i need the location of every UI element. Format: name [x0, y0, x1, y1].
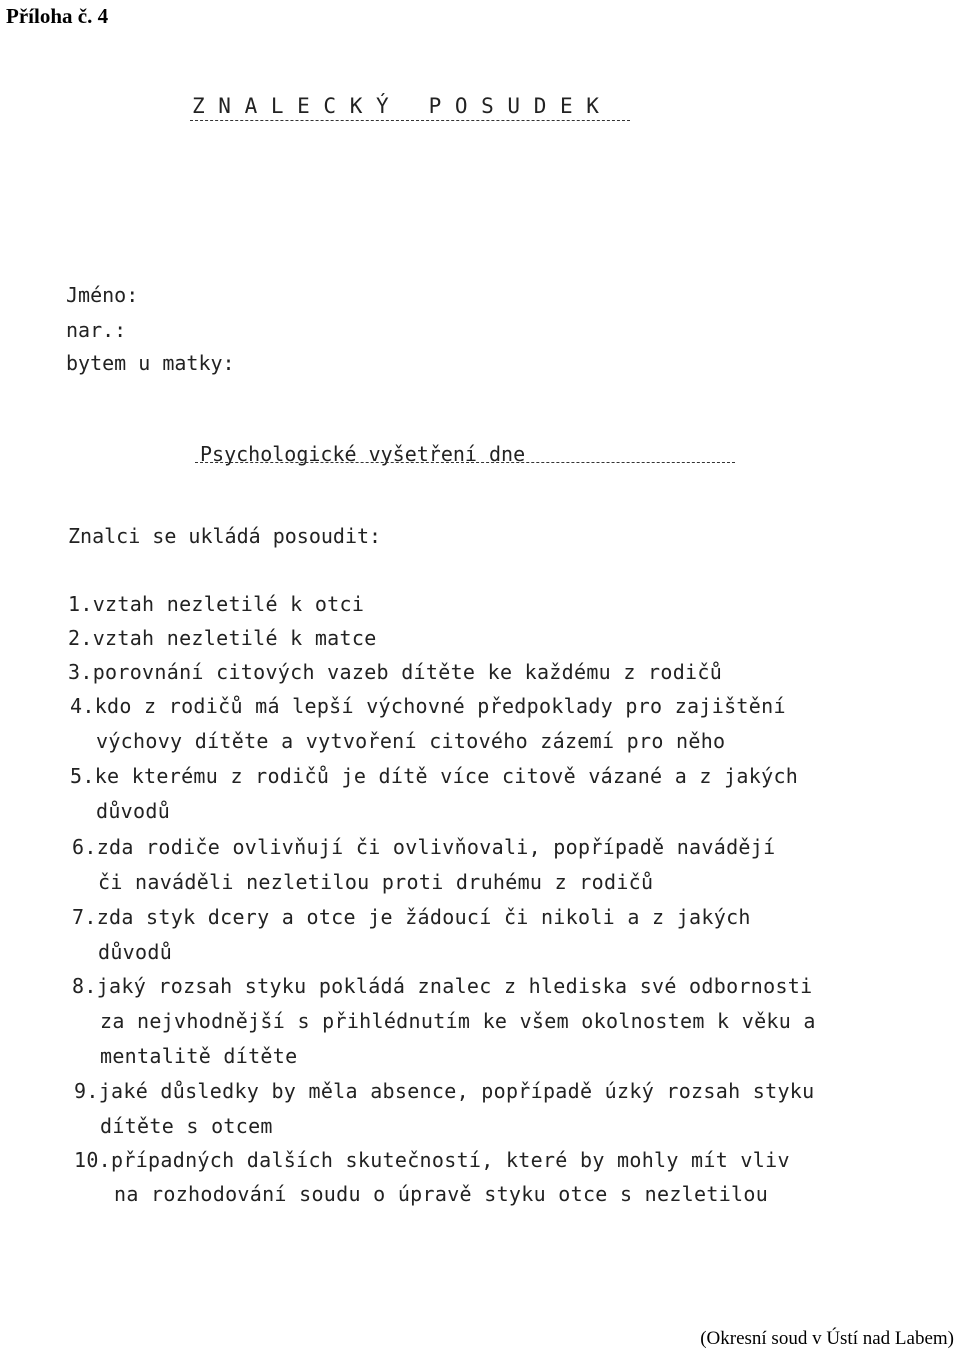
title-underline — [190, 120, 630, 121]
tasks-intro: Znalci se ukládá posoudit: — [68, 524, 382, 548]
list-item — [68, 592, 364, 616]
item-continuation: důvodů — [98, 940, 173, 964]
item-text: porovnání citových vazeb dítěte ke každému z rodičů — [92, 660, 723, 684]
item-text: případných dalších skutečností, které by mohly mít vliv — [111, 1148, 790, 1172]
item-continuation: na rozhodování soudu o úpravě styku otce s nezletilou — [114, 1182, 769, 1206]
item-text: kdo z rodičů má lepší výchovné předpoklady pro zajištění — [94, 694, 786, 718]
item-text: zda styk dcery a otce je žádoucí či nikoli a z jakých — [96, 905, 751, 929]
list-item — [68, 660, 722, 684]
item-number: 3. — [68, 660, 93, 684]
list-item — [72, 835, 775, 859]
name-field-label: Jméno: — [66, 283, 139, 307]
item-number: 1. — [68, 592, 93, 616]
item-continuation: mentalitě dítěte — [100, 1044, 298, 1068]
item-number: 2. — [68, 626, 93, 650]
item-number: 6. — [72, 835, 97, 859]
item-text: jaký rozsah styku pokládá znalec z hlediska své odbornosti — [96, 974, 813, 998]
item-continuation: výchovy dítěte a vytvoření citového zázemí pro něho — [96, 729, 726, 753]
exam-heading-underline — [195, 462, 735, 463]
item-text: zda rodiče ovlivňují či ovlivňovali, popřípadě navádějí — [96, 835, 776, 859]
item-number: 8. — [72, 974, 97, 998]
item-text: ke kterému z rodičů je dítě více citově vázané a z jakých — [94, 764, 799, 788]
item-text: vztah nezletilé k matce — [92, 626, 377, 650]
item-continuation: dítěte s otcem — [100, 1114, 273, 1138]
item-continuation: či naváděli nezletilou proti druhému z rodičů — [98, 870, 654, 894]
list-item — [68, 626, 377, 650]
list-item — [70, 694, 786, 718]
item-text: jaké důsledky by měla absence, popřípadě úzký rozsah styku — [98, 1079, 815, 1103]
document-title: Z N A L E C K Ý P O S U D E K — [192, 94, 600, 118]
list-item — [74, 1079, 814, 1103]
item-continuation: důvodů — [96, 799, 171, 823]
item-number: 10. — [74, 1148, 112, 1172]
item-continuation: za nejvhodnější s přihlédnutím ke všem okolnostem k věku a — [100, 1009, 816, 1033]
list-item — [72, 974, 812, 998]
item-number: 7. — [72, 905, 97, 929]
item-number: 4. — [70, 694, 95, 718]
item-text: vztah nezletilé k otci — [92, 592, 365, 616]
court-note: (Okresní soud v Ústí nad Labem) — [700, 1328, 954, 1349]
residence-field-label: bytem u matky: — [66, 351, 235, 375]
item-number: 5. — [70, 764, 95, 788]
exam-heading: Psychologické vyšetření dne — [200, 442, 526, 466]
list-item — [74, 1148, 790, 1172]
item-number: 9. — [74, 1079, 99, 1103]
born-field-label: nar.: — [66, 318, 127, 342]
annex-label: Příloha č. 4 — [6, 4, 109, 28]
list-item — [72, 905, 751, 929]
list-item — [70, 764, 798, 788]
